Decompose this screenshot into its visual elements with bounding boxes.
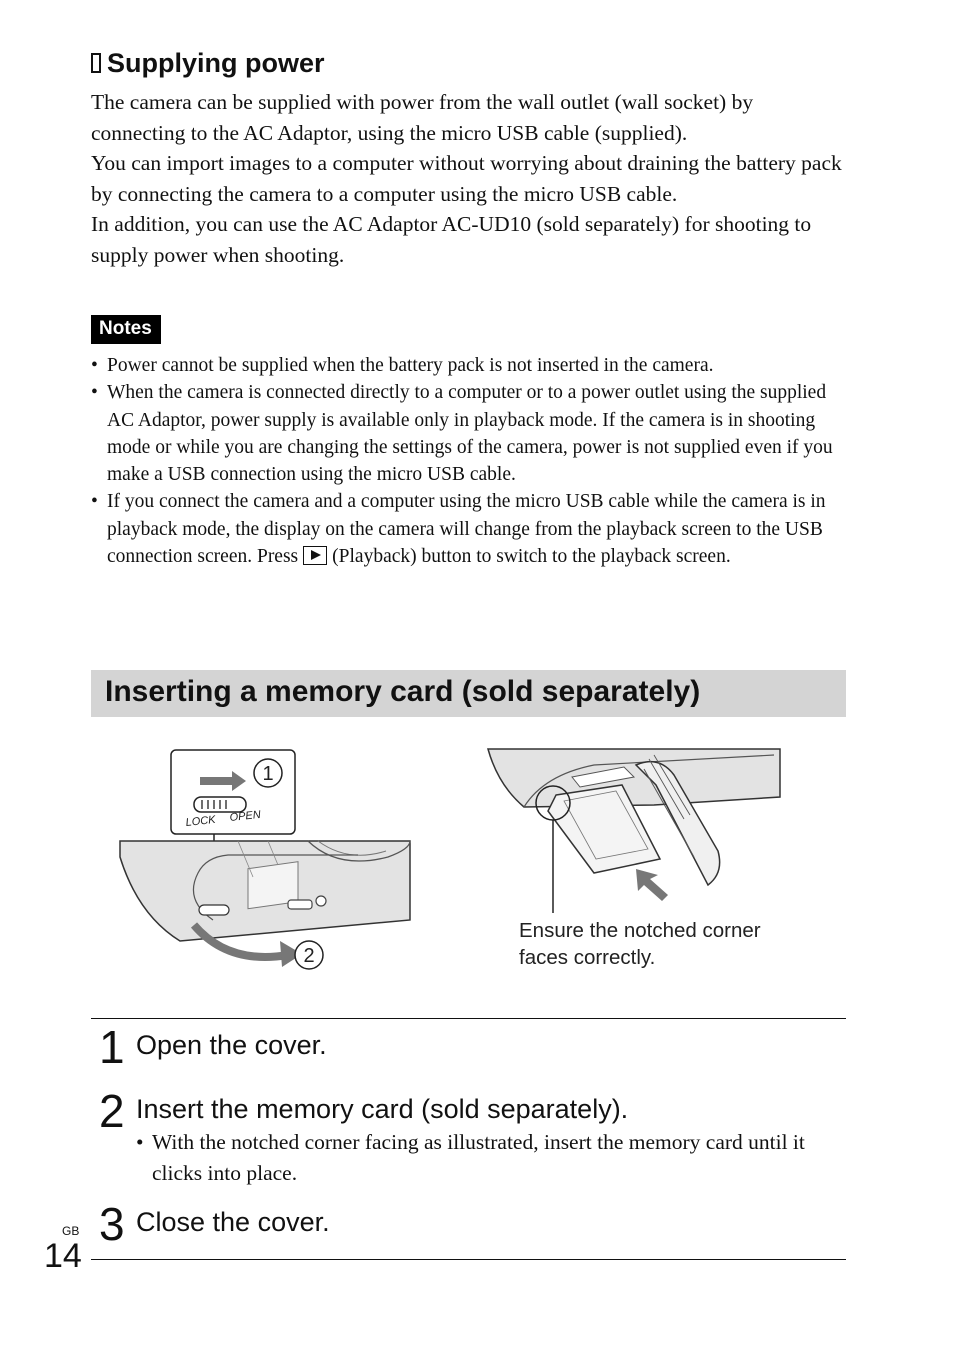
notes-label: Notes [91, 315, 161, 344]
step-1-text: Open the cover. [136, 1030, 327, 1060]
note-item [91, 488, 851, 570]
note-item: • Power cannot be supplied when the battery pack is not inserted in the camera. [91, 352, 851, 379]
note-text: If you connect the camera and a computer using the micro USB cable while the camera is in playback mode, the display on the camera will change from the playback screen to the USB connection screen. Press [107, 491, 826, 568]
lock-label: LOCK [185, 813, 217, 829]
supplying-power-heading [91, 48, 325, 79]
supplying-power-title: Supplying power [107, 48, 325, 78]
section-header-bar [91, 670, 846, 717]
caption-line: faces correctly. [519, 946, 656, 969]
note-text: (Playback) button to switch to the playback screen. [332, 546, 731, 568]
divider-bottom [91, 1259, 846, 1260]
paragraph: In addition, you can use the AC Adaptor AC-UD10 (sold separately) for shooting to supply power when shooting. [91, 212, 812, 267]
step-3-text: Close the cover. [136, 1207, 330, 1237]
paragraph: The camera can be supplied with power from the wall outlet (wall socket) by connecting to the AC Adaptor, using the micro USB cable (supplied). [91, 90, 754, 145]
page-region-code: GB [62, 1224, 80, 1238]
insert-arrow-icon [636, 869, 668, 901]
memory-card-insertion-illustration [484, 745, 784, 925]
step-2-text: Insert the memory card (sold separately). [136, 1094, 629, 1124]
marker-2-label: 2 [303, 945, 315, 967]
open-label: OPEN [229, 808, 262, 824]
playback-icon [303, 546, 327, 565]
step-number-3: 3 [99, 1198, 125, 1250]
notes-list [91, 352, 851, 570]
paragraph: You can import images to a computer without worrying about draining the battery pack by connecting the camera to a computer using the micro USB cable. [91, 151, 842, 206]
divider-top [91, 1018, 846, 1019]
usb-port-icon [288, 900, 312, 909]
small-lock-switch-icon [199, 905, 229, 915]
section-title: Inserting a memory card (sold separately) [105, 675, 701, 708]
step-2-note: • With the notched corner facing as illustrated, insert the memory card until it clicks into place. [136, 1127, 836, 1189]
marker-1-label: 1 [262, 763, 274, 785]
heading-marker-icon [91, 53, 101, 73]
camera-cover-illustration [118, 745, 418, 975]
step-number-2: 2 [99, 1085, 125, 1137]
page-number: 14 [44, 1237, 82, 1275]
note-item: • When the camera is connected directly to a computer or to a power outlet using the supplied AC Adaptor, power supply is available only in playback mode. If the camera is in shooting mode or while you are changing the settings of the camera, power is not supplied even if you make a USB connection using the micro USB cable. [91, 379, 851, 488]
step-number-1: 1 [99, 1021, 125, 1073]
supplying-power-body [91, 87, 851, 270]
caption-line: Ensure the notched corner [519, 919, 761, 942]
illustration-caption [519, 917, 761, 971]
